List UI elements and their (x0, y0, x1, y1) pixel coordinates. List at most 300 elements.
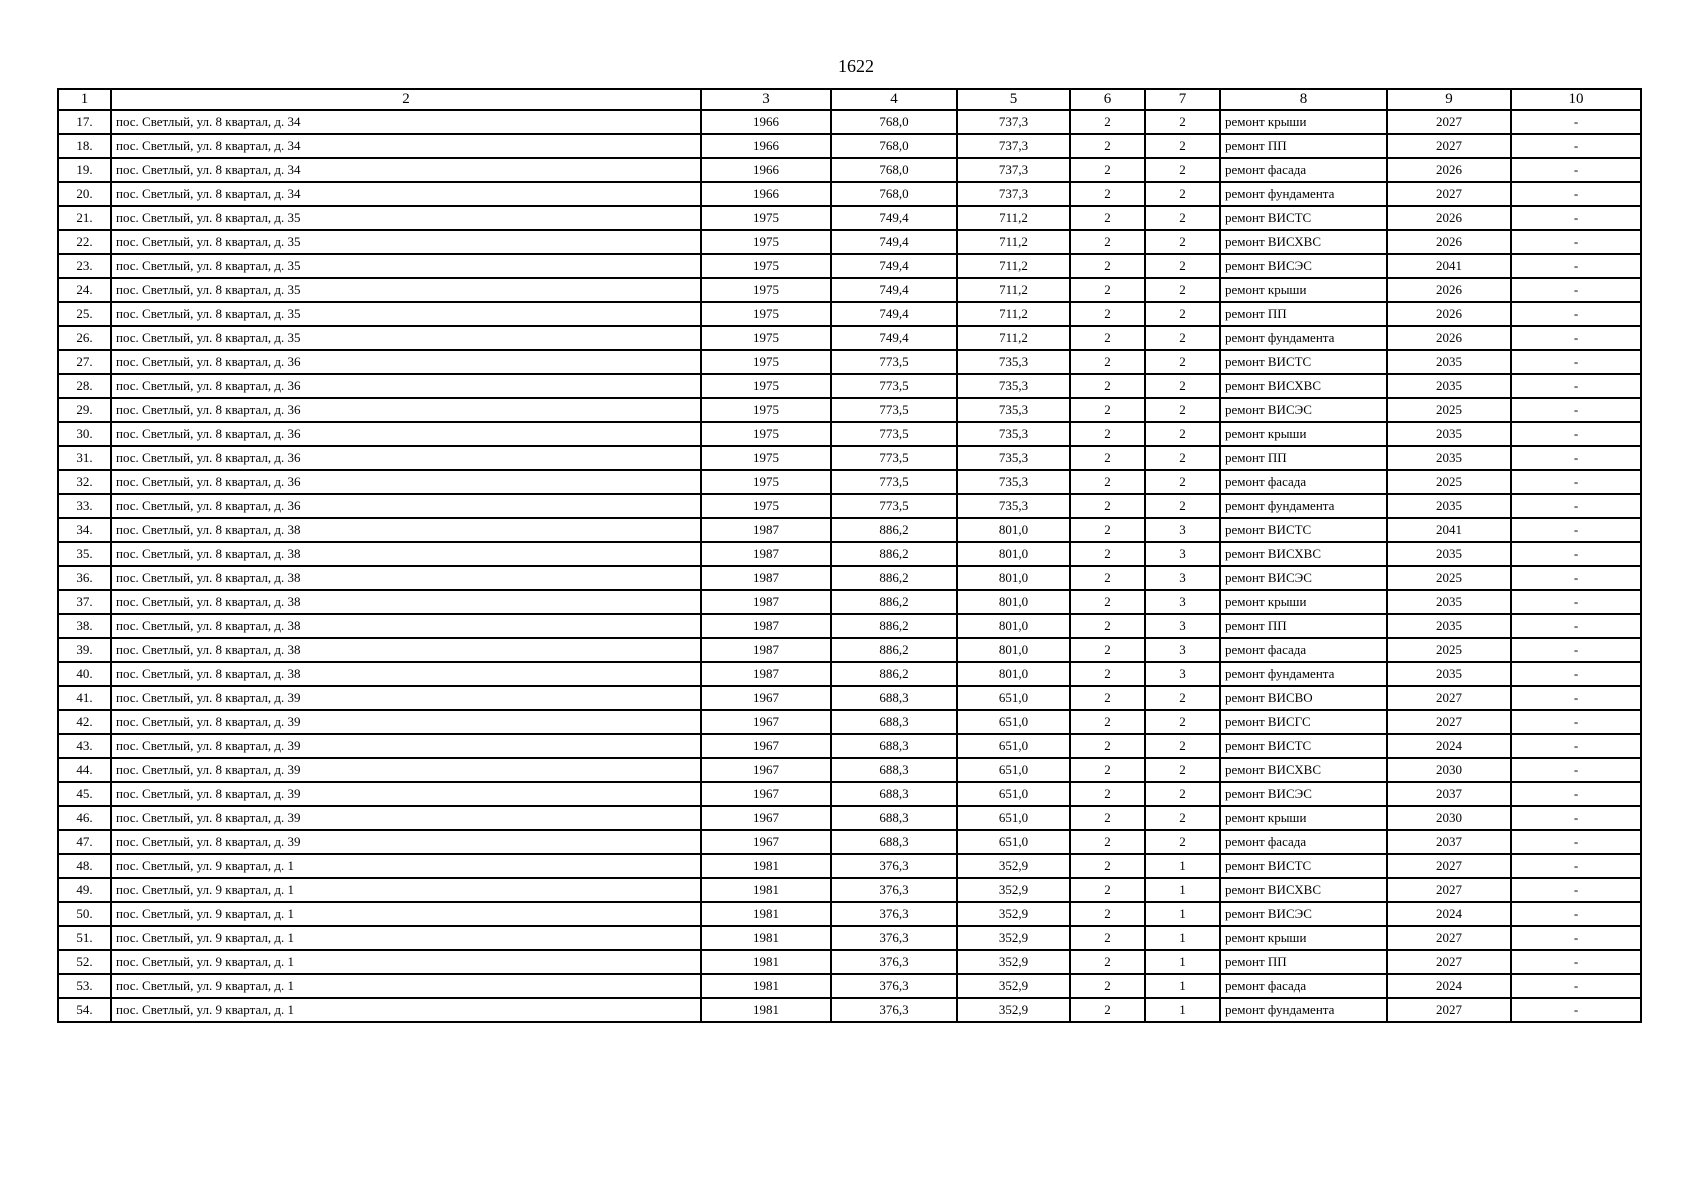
cell-entrances-count: 2 (1145, 686, 1220, 710)
cell-address: пос. Светлый, ул. 8 квартал, д. 35 (111, 278, 701, 302)
cell-entrances-count: 2 (1145, 278, 1220, 302)
page-number: 1622 (838, 56, 874, 76)
cell-planned-year: 2027 (1387, 878, 1511, 902)
table-row (58, 614, 1641, 638)
cell-note: - (1511, 110, 1641, 134)
cell-repair-type: ремонт ПП (1220, 446, 1387, 470)
cell-year-built: 1987 (701, 590, 831, 614)
cell-year-built: 1981 (701, 950, 831, 974)
cell-planned-year: 2026 (1387, 206, 1511, 230)
cell-year-built: 1981 (701, 998, 831, 1022)
cell-floors-count: 2 (1070, 254, 1145, 278)
cell-living-area: 737,3 (957, 110, 1070, 134)
cell-repair-type: ремонт крыши (1220, 590, 1387, 614)
cell-total-area: 376,3 (831, 998, 957, 1022)
cell-planned-year: 2030 (1387, 806, 1511, 830)
cell-repair-type: ремонт ВИСТС (1220, 518, 1387, 542)
cell-total-area: 688,3 (831, 758, 957, 782)
cell-repair-type: ремонт крыши (1220, 926, 1387, 950)
cell-planned-year: 2027 (1387, 134, 1511, 158)
table-row (58, 638, 1641, 662)
cell-repair-type: ремонт крыши (1220, 278, 1387, 302)
cell-note: - (1511, 350, 1641, 374)
cell-row-number: 31. (58, 446, 111, 470)
cell-row-number: 29. (58, 398, 111, 422)
cell-address: пос. Светлый, ул. 8 квартал, д. 36 (111, 446, 701, 470)
cell-total-area: 688,3 (831, 806, 957, 830)
cell-planned-year: 2035 (1387, 374, 1511, 398)
cell-address: пос. Светлый, ул. 8 квартал, д. 39 (111, 806, 701, 830)
cell-floors-count: 2 (1070, 230, 1145, 254)
table-row (58, 782, 1641, 806)
cell-entrances-count: 3 (1145, 662, 1220, 686)
cell-total-area: 773,5 (831, 374, 957, 398)
cell-entrances-count: 2 (1145, 470, 1220, 494)
cell-address: пос. Светлый, ул. 8 квартал, д. 35 (111, 302, 701, 326)
cell-row-number: 19. (58, 158, 111, 182)
table-row (58, 110, 1641, 134)
cell-living-area: 352,9 (957, 854, 1070, 878)
table-row (58, 950, 1641, 974)
cell-total-area: 773,5 (831, 398, 957, 422)
cell-note: - (1511, 326, 1641, 350)
table-row (58, 926, 1641, 950)
cell-living-area: 651,0 (957, 710, 1070, 734)
cell-year-built: 1966 (701, 182, 831, 206)
cell-year-built: 1967 (701, 686, 831, 710)
table-row (58, 518, 1641, 542)
cell-living-area: 711,2 (957, 326, 1070, 350)
cell-year-built: 1981 (701, 902, 831, 926)
cell-address: пос. Светлый, ул. 8 квартал, д. 36 (111, 422, 701, 446)
cell-address: пос. Светлый, ул. 9 квартал, д. 1 (111, 998, 701, 1022)
cell-floors-count: 2 (1070, 830, 1145, 854)
cell-floors-count: 2 (1070, 518, 1145, 542)
table-row (58, 734, 1641, 758)
cell-planned-year: 2035 (1387, 614, 1511, 638)
cell-repair-type: ремонт ВИСХВС (1220, 374, 1387, 398)
cell-planned-year: 2041 (1387, 254, 1511, 278)
cell-address: пос. Светлый, ул. 8 квартал, д. 38 (111, 566, 701, 590)
cell-total-area: 886,2 (831, 638, 957, 662)
cell-note: - (1511, 206, 1641, 230)
cell-planned-year: 2030 (1387, 758, 1511, 782)
cell-floors-count: 2 (1070, 158, 1145, 182)
column-header-4: 4 (831, 89, 957, 110)
cell-row-number: 32. (58, 470, 111, 494)
cell-entrances-count: 2 (1145, 710, 1220, 734)
cell-living-area: 711,2 (957, 254, 1070, 278)
cell-total-area: 376,3 (831, 926, 957, 950)
cell-living-area: 735,3 (957, 494, 1070, 518)
cell-living-area: 801,0 (957, 518, 1070, 542)
cell-repair-type: ремонт фундамента (1220, 326, 1387, 350)
cell-planned-year: 2026 (1387, 326, 1511, 350)
table-row (58, 230, 1641, 254)
cell-year-built: 1966 (701, 158, 831, 182)
cell-planned-year: 2035 (1387, 542, 1511, 566)
cell-entrances-count: 1 (1145, 950, 1220, 974)
cell-floors-count: 2 (1070, 950, 1145, 974)
cell-floors-count: 2 (1070, 278, 1145, 302)
cell-year-built: 1975 (701, 230, 831, 254)
cell-repair-type: ремонт ВИСТС (1220, 854, 1387, 878)
cell-address: пос. Светлый, ул. 8 квартал, д. 38 (111, 542, 701, 566)
column-header-3: 3 (701, 89, 831, 110)
cell-row-number: 17. (58, 110, 111, 134)
cell-row-number: 53. (58, 974, 111, 998)
cell-planned-year: 2027 (1387, 710, 1511, 734)
cell-planned-year: 2035 (1387, 494, 1511, 518)
cell-floors-count: 2 (1070, 422, 1145, 446)
cell-planned-year: 2035 (1387, 446, 1511, 470)
cell-total-area: 768,0 (831, 158, 957, 182)
cell-total-area: 749,4 (831, 278, 957, 302)
cell-floors-count: 2 (1070, 494, 1145, 518)
cell-entrances-count: 1 (1145, 902, 1220, 926)
cell-floors-count: 2 (1070, 302, 1145, 326)
cell-note: - (1511, 302, 1641, 326)
cell-note: - (1511, 662, 1641, 686)
cell-year-built: 1987 (701, 518, 831, 542)
cell-total-area: 688,3 (831, 734, 957, 758)
cell-row-number: 38. (58, 614, 111, 638)
column-header-7: 7 (1145, 89, 1220, 110)
cell-address: пос. Светлый, ул. 8 квартал, д. 36 (111, 374, 701, 398)
cell-living-area: 711,2 (957, 302, 1070, 326)
cell-planned-year: 2025 (1387, 638, 1511, 662)
cell-entrances-count: 1 (1145, 854, 1220, 878)
cell-address: пос. Светлый, ул. 8 квартал, д. 35 (111, 254, 701, 278)
cell-year-built: 1975 (701, 206, 831, 230)
cell-entrances-count: 2 (1145, 398, 1220, 422)
cell-note: - (1511, 878, 1641, 902)
column-header-8: 8 (1220, 89, 1387, 110)
cell-entrances-count: 3 (1145, 542, 1220, 566)
cell-note: - (1511, 398, 1641, 422)
table-row (58, 470, 1641, 494)
cell-address: пос. Светлый, ул. 8 квартал, д. 38 (111, 662, 701, 686)
cell-address: пос. Светлый, ул. 8 квартал, д. 36 (111, 350, 701, 374)
cell-address: пос. Светлый, ул. 9 квартал, д. 1 (111, 902, 701, 926)
cell-address: пос. Светлый, ул. 8 квартал, д. 36 (111, 470, 701, 494)
cell-year-built: 1967 (701, 782, 831, 806)
repair-schedule-table (57, 88, 1642, 1023)
cell-living-area: 801,0 (957, 638, 1070, 662)
cell-total-area: 773,5 (831, 446, 957, 470)
cell-entrances-count: 2 (1145, 734, 1220, 758)
cell-entrances-count: 2 (1145, 782, 1220, 806)
cell-repair-type: ремонт ВИСЭС (1220, 902, 1387, 926)
cell-address: пос. Светлый, ул. 8 квартал, д. 35 (111, 206, 701, 230)
cell-living-area: 801,0 (957, 662, 1070, 686)
cell-address: пос. Светлый, ул. 8 квартал, д. 34 (111, 158, 701, 182)
table-row (58, 206, 1641, 230)
cell-year-built: 1967 (701, 806, 831, 830)
cell-entrances-count: 3 (1145, 566, 1220, 590)
cell-living-area: 801,0 (957, 590, 1070, 614)
cell-entrances-count: 2 (1145, 494, 1220, 518)
cell-repair-type: ремонт крыши (1220, 806, 1387, 830)
cell-entrances-count: 2 (1145, 182, 1220, 206)
column-header-2: 2 (111, 89, 701, 110)
cell-total-area: 886,2 (831, 662, 957, 686)
cell-entrances-count: 3 (1145, 638, 1220, 662)
cell-row-number: 36. (58, 566, 111, 590)
cell-entrances-count: 3 (1145, 590, 1220, 614)
cell-planned-year: 2037 (1387, 830, 1511, 854)
cell-address: пос. Светлый, ул. 8 квартал, д. 38 (111, 638, 701, 662)
cell-year-built: 1975 (701, 398, 831, 422)
cell-row-number: 39. (58, 638, 111, 662)
cell-living-area: 651,0 (957, 782, 1070, 806)
cell-address: пос. Светлый, ул. 8 квартал, д. 39 (111, 686, 701, 710)
cell-total-area: 688,3 (831, 710, 957, 734)
cell-entrances-count: 2 (1145, 134, 1220, 158)
cell-floors-count: 2 (1070, 590, 1145, 614)
cell-planned-year: 2025 (1387, 566, 1511, 590)
cell-total-area: 773,5 (831, 422, 957, 446)
cell-address: пос. Светлый, ул. 8 квартал, д. 38 (111, 590, 701, 614)
cell-year-built: 1975 (701, 350, 831, 374)
cell-row-number: 48. (58, 854, 111, 878)
cell-living-area: 735,3 (957, 422, 1070, 446)
cell-year-built: 1975 (701, 374, 831, 398)
table-row (58, 854, 1641, 878)
cell-row-number: 41. (58, 686, 111, 710)
cell-year-built: 1987 (701, 542, 831, 566)
cell-living-area: 352,9 (957, 926, 1070, 950)
cell-year-built: 1975 (701, 446, 831, 470)
cell-year-built: 1975 (701, 278, 831, 302)
cell-planned-year: 2026 (1387, 158, 1511, 182)
cell-repair-type: ремонт ВИСЭС (1220, 782, 1387, 806)
cell-living-area: 711,2 (957, 230, 1070, 254)
cell-total-area: 376,3 (831, 974, 957, 998)
cell-entrances-count: 2 (1145, 422, 1220, 446)
cell-total-area: 768,0 (831, 182, 957, 206)
cell-living-area: 352,9 (957, 998, 1070, 1022)
cell-year-built: 1981 (701, 854, 831, 878)
cell-living-area: 352,9 (957, 950, 1070, 974)
cell-repair-type: ремонт фасада (1220, 158, 1387, 182)
cell-living-area: 651,0 (957, 686, 1070, 710)
cell-living-area: 352,9 (957, 878, 1070, 902)
cell-year-built: 1981 (701, 974, 831, 998)
cell-row-number: 47. (58, 830, 111, 854)
cell-note: - (1511, 686, 1641, 710)
cell-year-built: 1975 (701, 302, 831, 326)
cell-note: - (1511, 158, 1641, 182)
cell-year-built: 1966 (701, 134, 831, 158)
cell-living-area: 651,0 (957, 758, 1070, 782)
cell-row-number: 51. (58, 926, 111, 950)
cell-note: - (1511, 998, 1641, 1022)
cell-note: - (1511, 134, 1641, 158)
cell-planned-year: 2037 (1387, 782, 1511, 806)
cell-living-area: 352,9 (957, 974, 1070, 998)
cell-living-area: 735,3 (957, 374, 1070, 398)
cell-floors-count: 2 (1070, 806, 1145, 830)
cell-entrances-count: 3 (1145, 518, 1220, 542)
table-row (58, 566, 1641, 590)
cell-floors-count: 2 (1070, 206, 1145, 230)
cell-address: пос. Светлый, ул. 9 квартал, д. 1 (111, 950, 701, 974)
cell-total-area: 768,0 (831, 134, 957, 158)
cell-repair-type: ремонт ПП (1220, 614, 1387, 638)
cell-year-built: 1987 (701, 638, 831, 662)
cell-address: пос. Светлый, ул. 8 квартал, д. 36 (111, 398, 701, 422)
cell-floors-count: 2 (1070, 350, 1145, 374)
cell-repair-type: ремонт фундамента (1220, 494, 1387, 518)
cell-repair-type: ремонт ВИСХВС (1220, 758, 1387, 782)
cell-floors-count: 2 (1070, 878, 1145, 902)
cell-note: - (1511, 830, 1641, 854)
cell-repair-type: ремонт ВИСХВС (1220, 878, 1387, 902)
cell-total-area: 749,4 (831, 326, 957, 350)
cell-note: - (1511, 782, 1641, 806)
table-row (58, 806, 1641, 830)
cell-floors-count: 2 (1070, 710, 1145, 734)
cell-repair-type: ремонт ВИСГС (1220, 710, 1387, 734)
table-row (58, 350, 1641, 374)
cell-floors-count: 2 (1070, 374, 1145, 398)
table-row (58, 998, 1641, 1022)
cell-repair-type: ремонт ВИСВО (1220, 686, 1387, 710)
cell-repair-type: ремонт ПП (1220, 950, 1387, 974)
cell-row-number: 52. (58, 950, 111, 974)
cell-floors-count: 2 (1070, 974, 1145, 998)
cell-floors-count: 2 (1070, 134, 1145, 158)
cell-row-number: 54. (58, 998, 111, 1022)
cell-floors-count: 2 (1070, 542, 1145, 566)
cell-planned-year: 2035 (1387, 590, 1511, 614)
cell-address: пос. Светлый, ул. 8 квартал, д. 38 (111, 518, 701, 542)
cell-repair-type: ремонт фундамента (1220, 662, 1387, 686)
table-row (58, 398, 1641, 422)
cell-note: - (1511, 230, 1641, 254)
cell-row-number: 30. (58, 422, 111, 446)
table-row (58, 182, 1641, 206)
cell-note: - (1511, 926, 1641, 950)
cell-row-number: 25. (58, 302, 111, 326)
cell-entrances-count: 2 (1145, 374, 1220, 398)
cell-repair-type: ремонт фасада (1220, 830, 1387, 854)
cell-repair-type: ремонт ВИСТС (1220, 206, 1387, 230)
cell-floors-count: 2 (1070, 998, 1145, 1022)
cell-planned-year: 2025 (1387, 398, 1511, 422)
cell-address: пос. Светлый, ул. 8 квартал, д. 34 (111, 134, 701, 158)
cell-repair-type: ремонт ПП (1220, 302, 1387, 326)
cell-year-built: 1987 (701, 566, 831, 590)
cell-repair-type: ремонт ВИСТС (1220, 734, 1387, 758)
cell-total-area: 886,2 (831, 590, 957, 614)
cell-row-number: 33. (58, 494, 111, 518)
cell-entrances-count: 2 (1145, 830, 1220, 854)
cell-year-built: 1987 (701, 662, 831, 686)
cell-floors-count: 2 (1070, 854, 1145, 878)
cell-repair-type: ремонт ПП (1220, 134, 1387, 158)
cell-note: - (1511, 734, 1641, 758)
table-row (58, 494, 1641, 518)
table-row (58, 446, 1641, 470)
table-row (58, 830, 1641, 854)
table-body (58, 110, 1641, 1022)
cell-address: пос. Светлый, ул. 8 квартал, д. 34 (111, 110, 701, 134)
cell-row-number: 37. (58, 590, 111, 614)
cell-year-built: 1981 (701, 878, 831, 902)
cell-row-number: 34. (58, 518, 111, 542)
cell-floors-count: 2 (1070, 782, 1145, 806)
table-row (58, 542, 1641, 566)
cell-repair-type: ремонт фасада (1220, 638, 1387, 662)
cell-entrances-count: 1 (1145, 974, 1220, 998)
cell-entrances-count: 2 (1145, 158, 1220, 182)
cell-entrances-count: 1 (1145, 998, 1220, 1022)
cell-floors-count: 2 (1070, 902, 1145, 926)
cell-address: пос. Светлый, ул. 8 квартал, д. 38 (111, 614, 701, 638)
cell-address: пос. Светлый, ул. 9 квартал, д. 1 (111, 878, 701, 902)
cell-floors-count: 2 (1070, 662, 1145, 686)
cell-row-number: 42. (58, 710, 111, 734)
cell-living-area: 651,0 (957, 806, 1070, 830)
cell-note: - (1511, 638, 1641, 662)
column-header-9: 9 (1387, 89, 1511, 110)
cell-entrances-count: 2 (1145, 758, 1220, 782)
cell-living-area: 801,0 (957, 542, 1070, 566)
cell-living-area: 651,0 (957, 734, 1070, 758)
cell-repair-type: ремонт фасада (1220, 974, 1387, 998)
cell-row-number: 50. (58, 902, 111, 926)
cell-floors-count: 2 (1070, 326, 1145, 350)
cell-address: пос. Светлый, ул. 9 квартал, д. 1 (111, 974, 701, 998)
cell-planned-year: 2026 (1387, 278, 1511, 302)
table-row (58, 974, 1641, 998)
cell-address: пос. Светлый, ул. 8 квартал, д. 35 (111, 326, 701, 350)
cell-row-number: 26. (58, 326, 111, 350)
cell-note: - (1511, 614, 1641, 638)
cell-total-area: 886,2 (831, 542, 957, 566)
table-row (58, 254, 1641, 278)
cell-address: пос. Светлый, ул. 8 квартал, д. 34 (111, 182, 701, 206)
cell-row-number: 44. (58, 758, 111, 782)
table-row (58, 422, 1641, 446)
column-header-5: 5 (957, 89, 1070, 110)
cell-floors-count: 2 (1070, 734, 1145, 758)
cell-living-area: 352,9 (957, 902, 1070, 926)
table-row (58, 374, 1641, 398)
cell-row-number: 49. (58, 878, 111, 902)
cell-planned-year: 2024 (1387, 974, 1511, 998)
cell-entrances-count: 1 (1145, 878, 1220, 902)
cell-living-area: 735,3 (957, 398, 1070, 422)
cell-note: - (1511, 566, 1641, 590)
cell-planned-year: 2024 (1387, 734, 1511, 758)
cell-floors-count: 2 (1070, 182, 1145, 206)
cell-living-area: 735,3 (957, 446, 1070, 470)
table-row (58, 278, 1641, 302)
cell-total-area: 773,5 (831, 470, 957, 494)
cell-floors-count: 2 (1070, 614, 1145, 638)
cell-note: - (1511, 590, 1641, 614)
cell-total-area: 749,4 (831, 254, 957, 278)
cell-planned-year: 2041 (1387, 518, 1511, 542)
cell-address: пос. Светлый, ул. 8 квартал, д. 39 (111, 710, 701, 734)
cell-planned-year: 2035 (1387, 662, 1511, 686)
cell-entrances-count: 2 (1145, 806, 1220, 830)
cell-planned-year: 2027 (1387, 182, 1511, 206)
cell-total-area: 688,3 (831, 830, 957, 854)
